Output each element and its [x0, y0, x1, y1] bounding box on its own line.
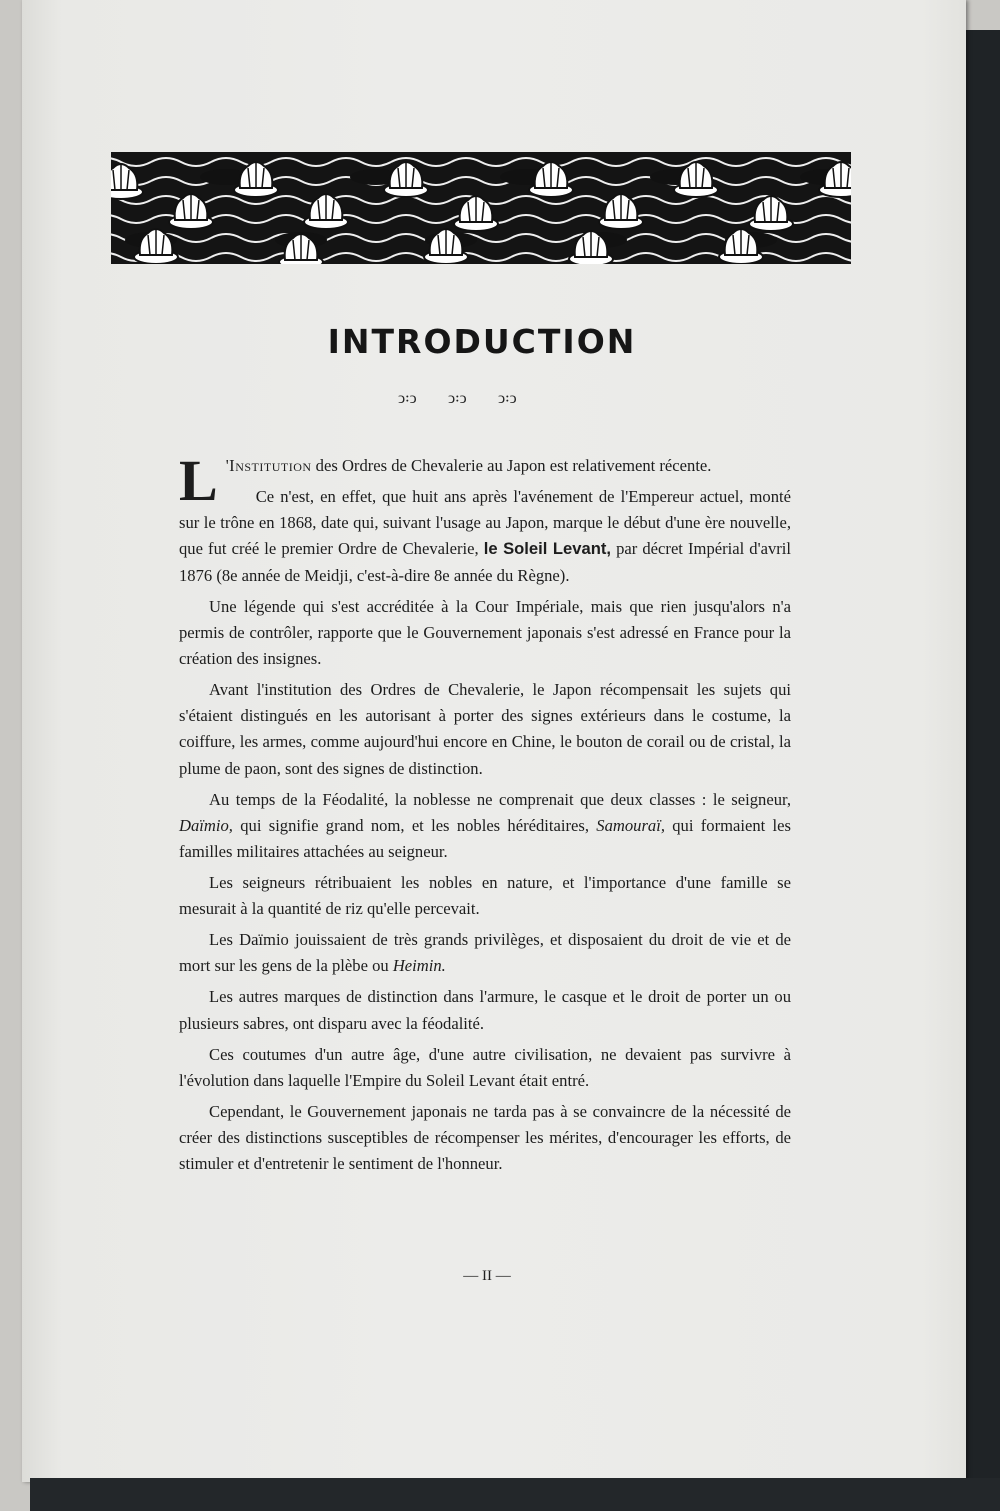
text-segment: Au temps de la Féodalité, la noblesse ne comprenait que deux classes : le seigneur, [209, 789, 791, 809]
text-segment: Les seigneurs rétribuaient les nobles en nature, et l'importance d'une famille se mesurait à la quantité de riz qu'elle percevait. [179, 873, 791, 919]
ornament-icon: ↄ꞉ↄ [448, 390, 467, 407]
paragraph [179, 484, 791, 589]
book-page [22, 0, 966, 1482]
paragraph [179, 927, 791, 979]
page-number: — II — [463, 1268, 511, 1284]
text-segment: Ce n'est, en effet, que huit ans après l'avénement de l'Empereur actuel, monté sur le trône en 1868, date qui, suivant l'usage au Japon, marque le début d'une ère nouvelle, que fut créé le premier Ordre de Chevalerie, [179, 487, 791, 559]
text-segment: Une légende qui s'est accréditée à la Cour Impériale, mais que rien jusqu'alors n'a permis de contrôler, rapporte que le Gouvernement japonais s'est adressé en France pour la création des insignes. [179, 596, 791, 669]
bold-text: le Soleil Levant, [483, 539, 612, 559]
text-segment: des Ordres de Chevalerie au Japon est relativement récente. [311, 456, 712, 475]
italic-term: Samouraï, [596, 815, 665, 835]
ornament-icon: ↄ꞉ↄ [398, 390, 417, 407]
italic-term: Daïmio, [179, 815, 233, 835]
paragraph [179, 984, 791, 1036]
text-segment: Avant l'institution des Ordres de Chevalerie, le Japon récompensait les sujets qui s'étaient distingués en les autorisant à porter des signes extérieurs dans le costume, la coiffure, les armes, comme aujourd'hui encore en Chine, le bouton de corail ou de cristal, la plume de paon, sont des signes de distinction. [179, 680, 791, 778]
lotus-banner-illustration [111, 152, 851, 264]
paragraph [179, 870, 791, 922]
text-segment: par décret Impérial d'avril 1876 (8e année de Meidji, c'est-à-dire 8e année du Règne). [179, 539, 791, 585]
paragraph [179, 448, 791, 513]
text-segment: qui formaient les familles militaires attachées au seigneur. [179, 815, 791, 862]
body-text [179, 448, 791, 1182]
text-segment: Les autres marques de distinction dans l'armure, le casque et le droit de porter un ou plusieurs sabres, ont disparu avec la féodalité. [179, 987, 791, 1033]
paragraph [179, 787, 791, 866]
paragraph [179, 1042, 791, 1094]
italic-term: Heimin. [392, 956, 446, 976]
book-cover-bottom-edge [30, 1478, 1000, 1511]
text-segment: Ces coutumes d'un autre âge, d'une autre civilisation, ne devaient pas survivre à l'évolution dans laquelle l'Empire du Soleil Levant était entré. [179, 1044, 791, 1090]
text-segment: Les Daïmio jouissaient de très grands privilèges, et disposaient du droit de vie et de mort sur les gens de la plèbe ou [179, 930, 791, 976]
ornament-icon: ↄ꞉ↄ [498, 390, 517, 407]
paragraph [179, 594, 791, 673]
drop-cap: L [179, 448, 218, 513]
paragraph [179, 677, 791, 782]
small-caps-text: 'Institution [225, 456, 312, 475]
text-segment: Cependant, le Gouvernement japonais ne tarda pas à se convaincre de la nécessité de créer des distinctions susceptibles de récompenser les mérites, d'encourager les efforts, de stimuler et d'entretenir le sentiment de l'honneur. [179, 1101, 791, 1174]
page-title: INTRODUCTION [327, 322, 637, 361]
text-segment: qui signifie grand nom, et les nobles héréditaires, [232, 815, 597, 835]
paragraph [179, 1099, 791, 1178]
